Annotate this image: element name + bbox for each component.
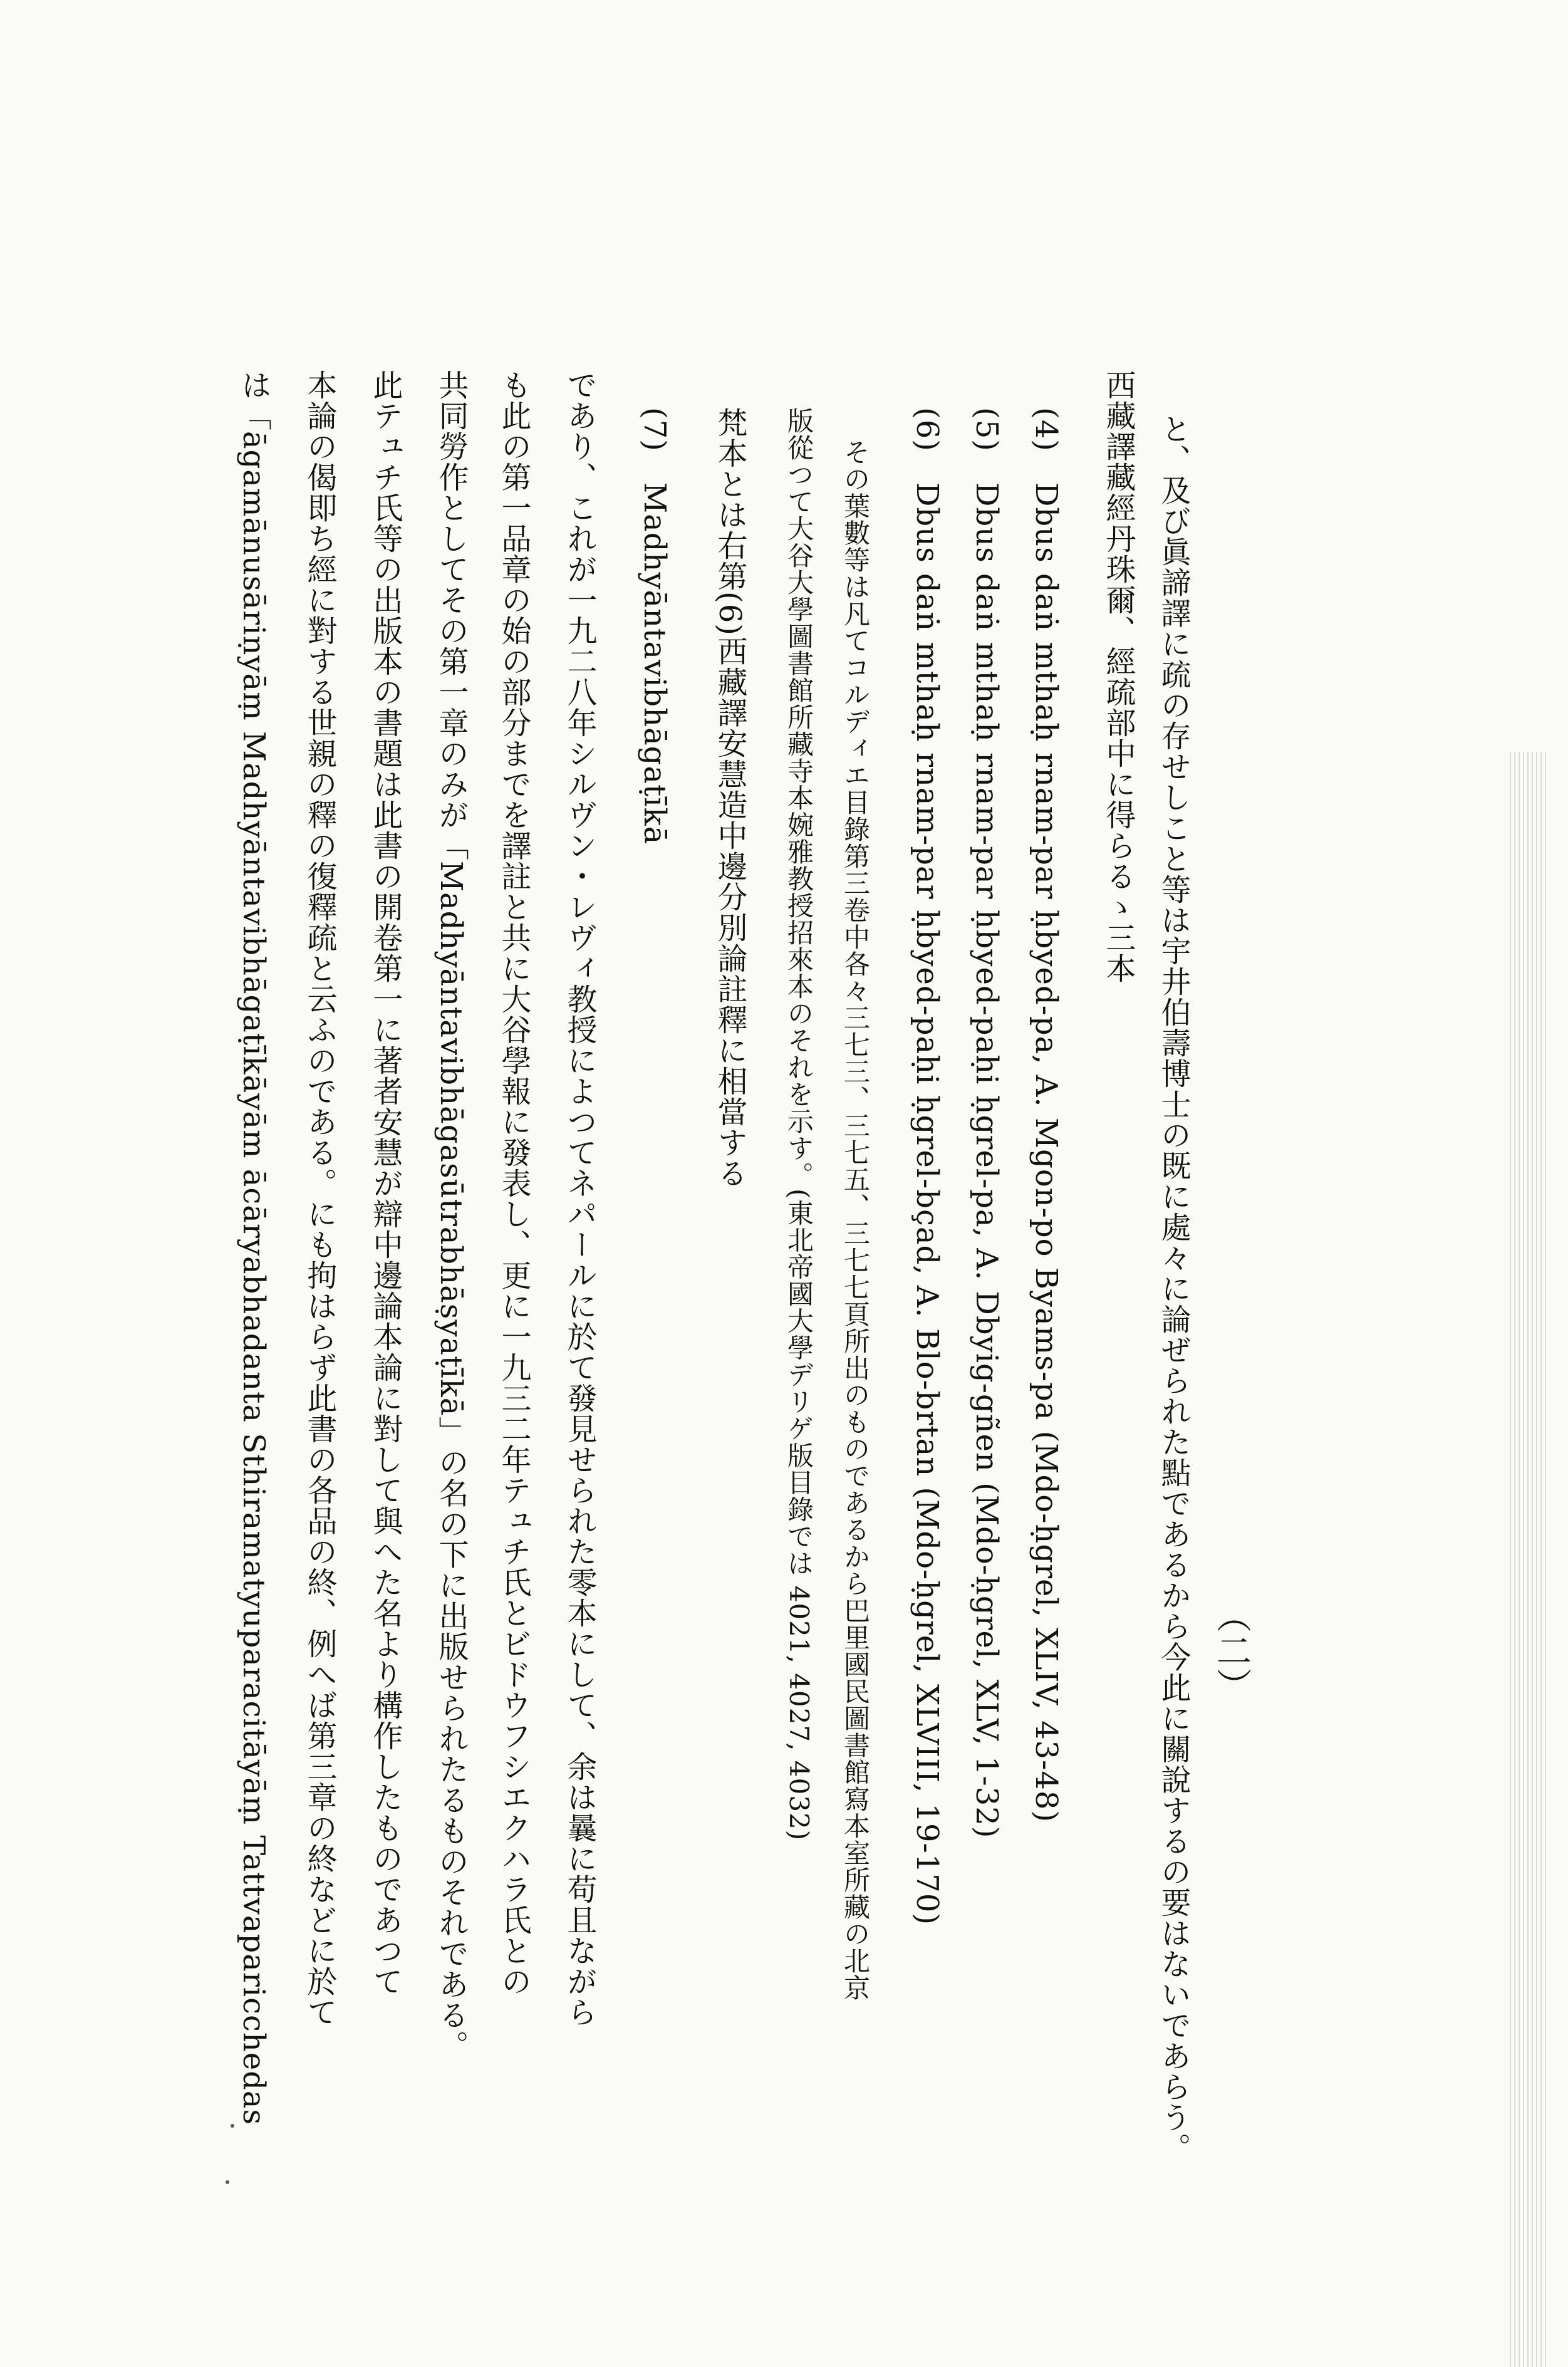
text-line-15: は「āgamānusāriṇyāṃ Madhyāntavibhāgaṭīkāyām ācāryabhadanta Sthiramatyuparacitāyāṃ Tattvaparicchedas [236, 370, 271, 2126]
text-line-8: 梵本とは右第(6)西藏譯安慧造中邊分別論註釋に相當する [712, 407, 747, 1189]
scan-speck [226, 2180, 229, 2184]
text-line-6: その葉數等は凡てコルディエ目錄第三卷中各々三七三、三七五、三七七頁所出のものであるから巴里國民圖書館寫本室所藏の北京 [840, 439, 871, 2001]
text-line-3: (4) Dbus daṅ mthaḥ rnam-par ḥbyed-pa, A. Mgon-po Byams-pa (Mdo-ḥgrel, XLIV, 43-48) [1029, 407, 1064, 1823]
text-line-14: 本論の偈即ち經に對する世親の釋の復釋疏と云ふのである。にも拘はらず此書の各品の終、例へば第三章の終などに於て [302, 370, 337, 2027]
text-line-2: 西藏譯藏經丹珠爾、經疏部中に得らるゝ三本 [1101, 370, 1136, 984]
text-line-7: 版從つて大谷大學圖書館所藏寺本婉雅教授招來本のそれを示す。(東北帝國大學デリゲ版目錄では 4021, 4027, 4032) [784, 407, 814, 1841]
text-line-1: と、及び眞諦譯に疏の存せしこと等は宇井伯壽博士の既に處々に論ぜられた點であるから今此に關說するの要はないであらう。 [1156, 414, 1191, 2163]
scan-edge-artifact [1510, 752, 1547, 2367]
page-number: （二） [1211, 1598, 1252, 1703]
scan-speck [231, 2124, 234, 2128]
text-line-4: (5) Dbus daṅ mthaḥ rnam-par ḥbyed-paḥi ḥgrel-pa, A. Dbyig-gñen (Mdo-ḥgrel, XLV, 1-32) [969, 407, 1004, 1839]
text-line-9: (7) Madhyāntavibhāgaṭīkā [637, 407, 672, 845]
text-line-13: 此テュチ氏等の出版本の書題は此書の開卷第一に著者安慧が辯中邊論本論に對して與へた名より構作したものであつて [368, 370, 403, 1997]
text-line-10: であり、これが一九二八年シルヴン・レヴィ教授によつてネパールに於て發見せられた零本にして、余は曩に苟且ながら [562, 370, 597, 2027]
text-line-11: も此の第一品章の始の部分までを譯註と共に大谷學報に發表し、更に一九三二年テュチ氏とビドウフシエクハラ氏との [496, 370, 531, 1997]
text-line-12: 共同勞作としてその第一章のみが「Madhyāntavibhāgasūtrabhāṣyaṭīkā」の名の下に出版せられたるものそれである。 [434, 370, 469, 2061]
text-line-5: (6) Dbus daṅ mthaḥ rnam-par ḥbyed-paḥi ḥgrel-bçad, A. Blo-brtan (Mdo-ḥgrel, XLVIII, 19-170) [910, 407, 945, 1926]
